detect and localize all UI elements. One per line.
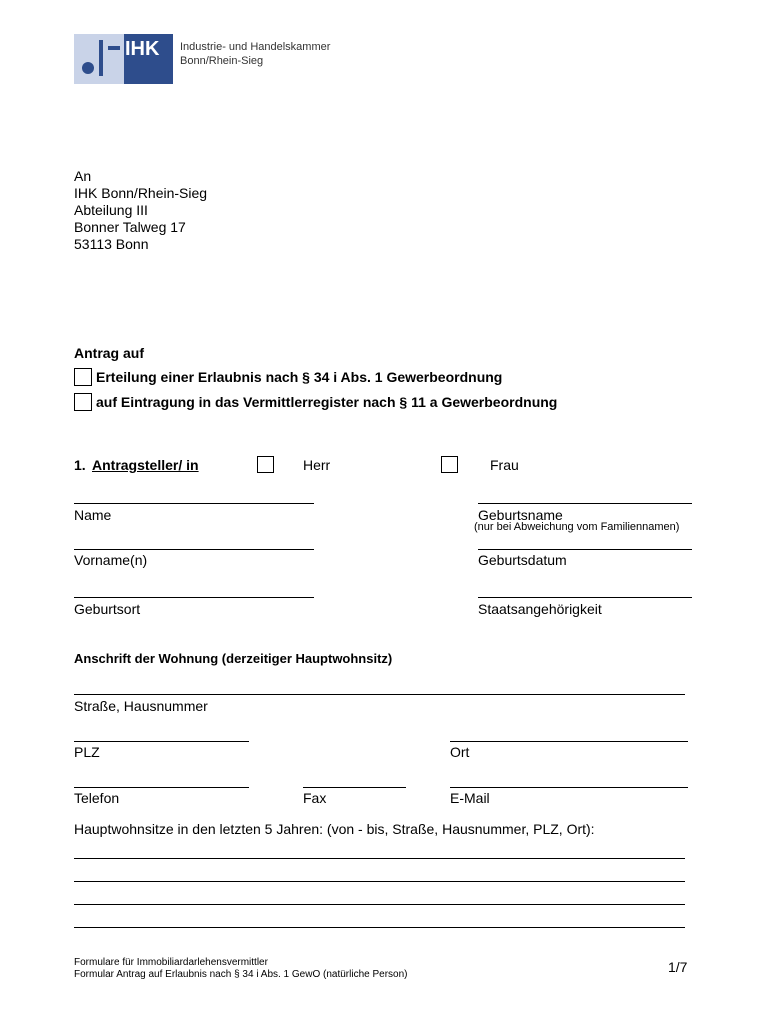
geburtsdatum-field[interactable]: [478, 549, 692, 550]
ihk-logo: [74, 34, 173, 84]
previous-residences-label: Hauptwohnsitze in den letzten 5 Jahren: (von - bis, Straße, Hausnummer, PLZ, Ort):: [74, 821, 595, 837]
footer-line-2: Formular Antrag auf Erlaubnis nach § 34 i Abs. 1 GewO (natürliche Person): [74, 969, 408, 980]
herr-label: Herr: [303, 457, 331, 473]
footer-line-1: Formulare für Immobiliardarlehensvermittler: [74, 957, 268, 968]
geburtsname-label: Geburtsname: [478, 507, 563, 523]
option1-label: Erteilung einer Erlaubnis nach § 34 i Abs. 1 Gewerbeordnung: [96, 369, 503, 385]
strasse-field[interactable]: [74, 694, 685, 695]
logo-name-line1: Industrie- und Handelskammer: [180, 41, 331, 53]
option2-label: auf Eintragung in das Vermittlerregister nach § 11 a Gewerbeordnung: [96, 394, 558, 410]
option1-checkbox[interactable]: [74, 368, 92, 386]
logo-emblem: [74, 34, 124, 84]
ort-field[interactable]: [450, 741, 688, 742]
previous-residence-line-3[interactable]: [74, 904, 685, 905]
fax-field[interactable]: [303, 787, 406, 788]
residence-heading: Anschrift der Wohnung (derzeitiger Hauptwohnsitz): [74, 651, 393, 666]
application-heading: Antrag auf: [74, 345, 144, 361]
logo-name-line2: Bonn/Rhein-Sieg: [180, 55, 264, 67]
strasse-label: Straße, Hausnummer: [74, 698, 208, 714]
plz-field[interactable]: [74, 741, 249, 742]
previous-residence-line-4[interactable]: [74, 927, 685, 928]
address-line-3: Abteilung III: [74, 202, 148, 218]
ort-label: Ort: [450, 744, 470, 760]
frau-label: Frau: [490, 457, 519, 473]
geburtsname-field[interactable]: [478, 503, 692, 504]
staatsangehoerigkeit-label: Staatsangehörigkeit: [478, 601, 602, 617]
name-label: Name: [74, 507, 112, 523]
logo-dot-icon: [82, 62, 94, 74]
logo-name: [180, 40, 330, 68]
telefon-label: Telefon: [74, 790, 120, 806]
geburtsdatum-label: Geburtsdatum: [478, 552, 567, 568]
option2-checkbox[interactable]: [74, 393, 92, 411]
email-label: E-Mail: [450, 790, 490, 806]
geburtsname-note: (nur bei Abweichung vom Familiennamen): [474, 521, 680, 533]
vorname-field[interactable]: [74, 549, 314, 550]
logo-abbr: IHK: [125, 38, 160, 60]
herr-checkbox[interactable]: [257, 456, 274, 473]
name-field[interactable]: [74, 503, 314, 504]
previous-residence-line-2[interactable]: [74, 881, 685, 882]
page-number: 1/7: [668, 959, 688, 975]
address-line-1: An: [74, 168, 92, 184]
geburtsort-field[interactable]: [74, 597, 314, 598]
address-line-5: 53113 Bonn: [74, 236, 149, 252]
plz-label: PLZ: [74, 744, 100, 760]
address-line-2: IHK Bonn/Rhein-Sieg: [74, 185, 208, 201]
staatsangehoerigkeit-field[interactable]: [478, 597, 692, 598]
address-line-4: Bonner Talweg 17: [74, 219, 186, 235]
logo-bar-icon: [99, 40, 103, 76]
email-field[interactable]: [450, 787, 688, 788]
frau-checkbox[interactable]: [441, 456, 458, 473]
section1-title: Antragsteller/ in: [92, 457, 199, 473]
previous-residence-line-1[interactable]: [74, 858, 685, 859]
vorname-label: Vorname(n): [74, 552, 148, 568]
fax-label: Fax: [303, 790, 327, 806]
telefon-field[interactable]: [74, 787, 249, 788]
geburtsort-label: Geburtsort: [74, 601, 141, 617]
section1-number: 1.: [74, 457, 86, 473]
logo-dash-icon: [108, 46, 120, 50]
